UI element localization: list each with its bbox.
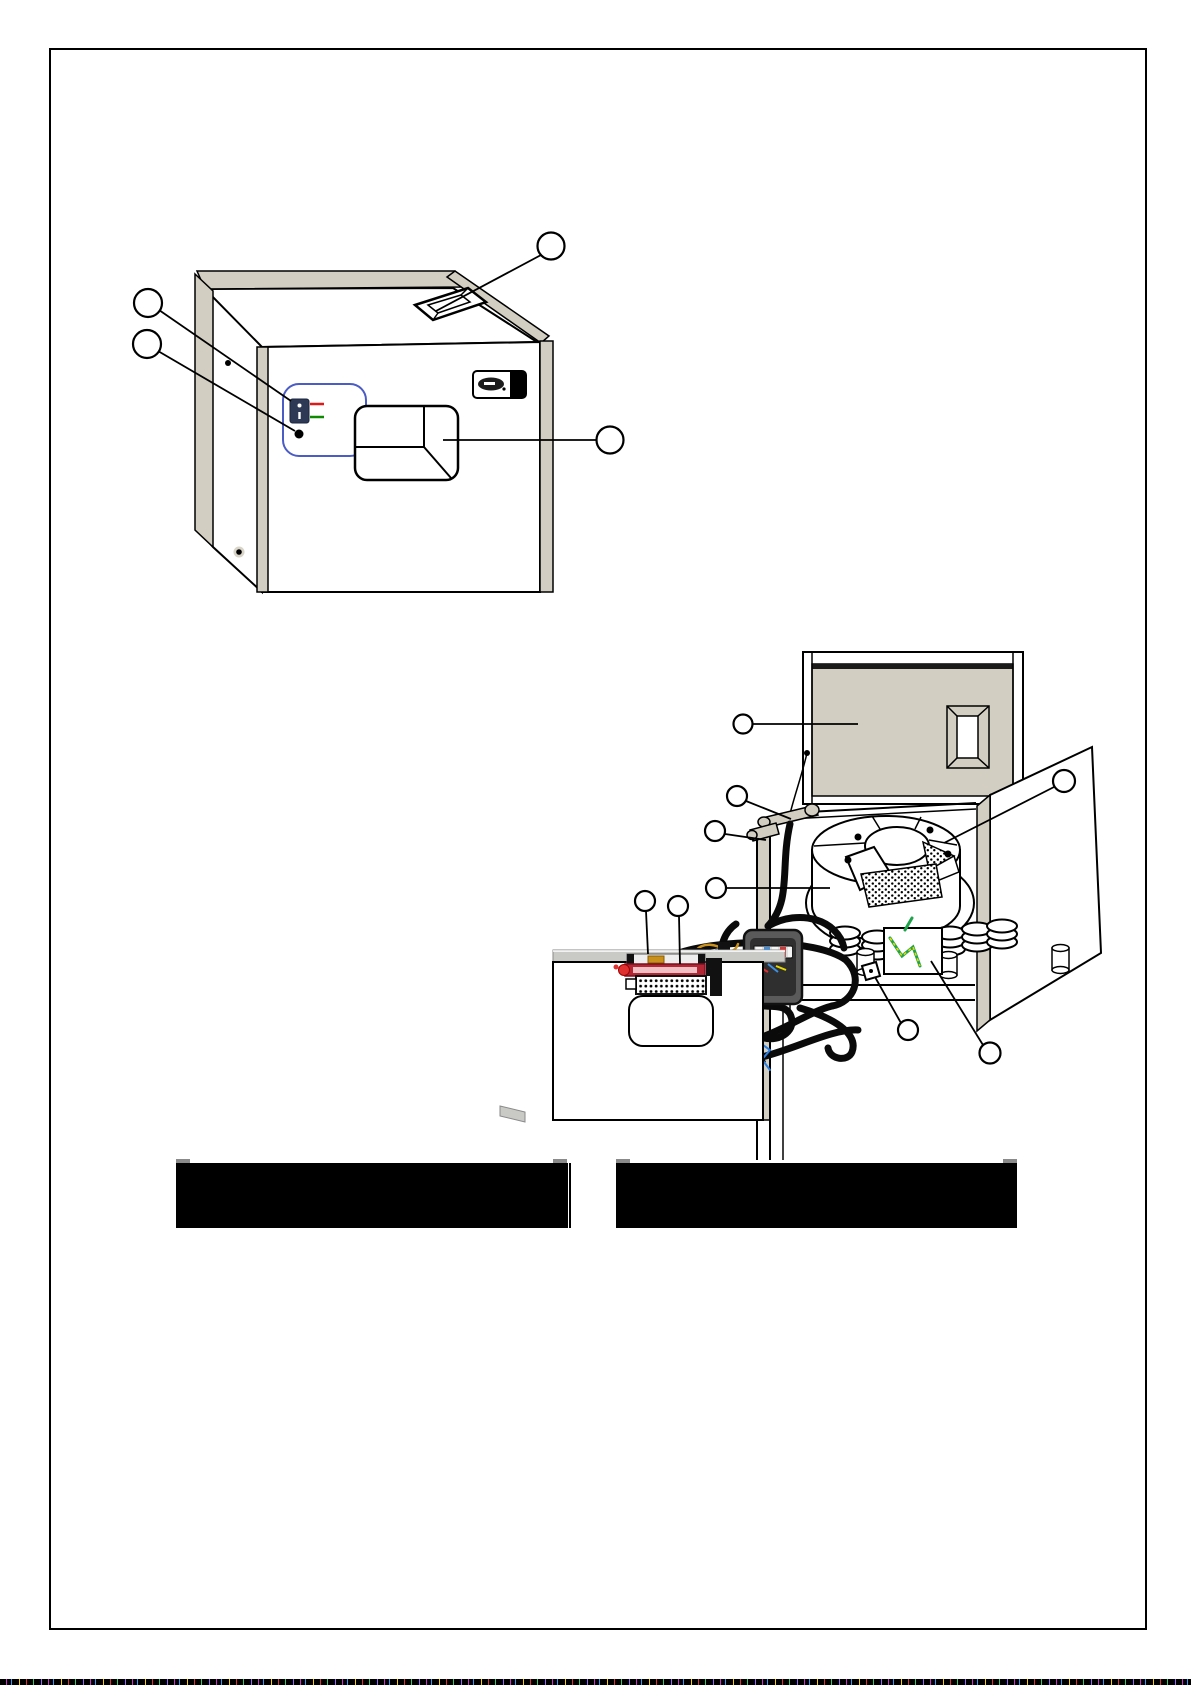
- callout-circle-12: [980, 1043, 1001, 1064]
- callout-circle-3: [538, 233, 565, 260]
- edge-trim-front-right: [540, 341, 553, 592]
- power-switch: [290, 399, 309, 423]
- front-drawer: [355, 406, 458, 480]
- callout-circle-2: [133, 330, 161, 358]
- callout-circle-10: [668, 896, 688, 916]
- callout-circle-1: [134, 289, 162, 317]
- edge-trim-back-top: [197, 271, 463, 289]
- sensor-bracket: [862, 962, 880, 980]
- callout-circle-4: [597, 427, 624, 454]
- mustard-tab: [648, 956, 664, 963]
- figure-front-view: [133, 233, 624, 593]
- leader-line-10: [679, 916, 680, 964]
- foot-cylinder: [1052, 945, 1069, 974]
- redaction-bar-left: [176, 1163, 568, 1228]
- spring: [987, 920, 1017, 949]
- callout-circle-7: [705, 821, 725, 841]
- terminal-block: [636, 976, 706, 994]
- redaction-bar-right: [616, 1163, 1017, 1228]
- callout-circle-5: [734, 715, 753, 734]
- figure-open-view: [500, 652, 1101, 1160]
- screw: [236, 549, 242, 555]
- leader-line-9: [646, 911, 648, 954]
- callout-circle-8: [706, 878, 726, 898]
- screw: [225, 360, 231, 366]
- brand-label: [473, 371, 526, 398]
- callout-circle-9: [635, 891, 655, 911]
- callout-circle-11: [898, 1020, 918, 1040]
- lid: [803, 652, 1023, 804]
- callout-circle-13: [1053, 770, 1075, 792]
- callout-circle-6: [727, 786, 747, 806]
- table-border-tick: [616, 1159, 630, 1163]
- round-button: [295, 430, 304, 439]
- table-border-tick: [176, 1159, 190, 1163]
- table-border-tick: [553, 1159, 567, 1163]
- lid-handle-hole: [947, 706, 989, 768]
- redaction-bar-separator: [569, 1163, 571, 1228]
- red-cap: [619, 965, 630, 976]
- edge-trim-back-left: [195, 274, 213, 547]
- table-border-tick: [1003, 1159, 1017, 1163]
- board-plate: [629, 996, 713, 1046]
- scan-noise-strip: [0, 1679, 1191, 1685]
